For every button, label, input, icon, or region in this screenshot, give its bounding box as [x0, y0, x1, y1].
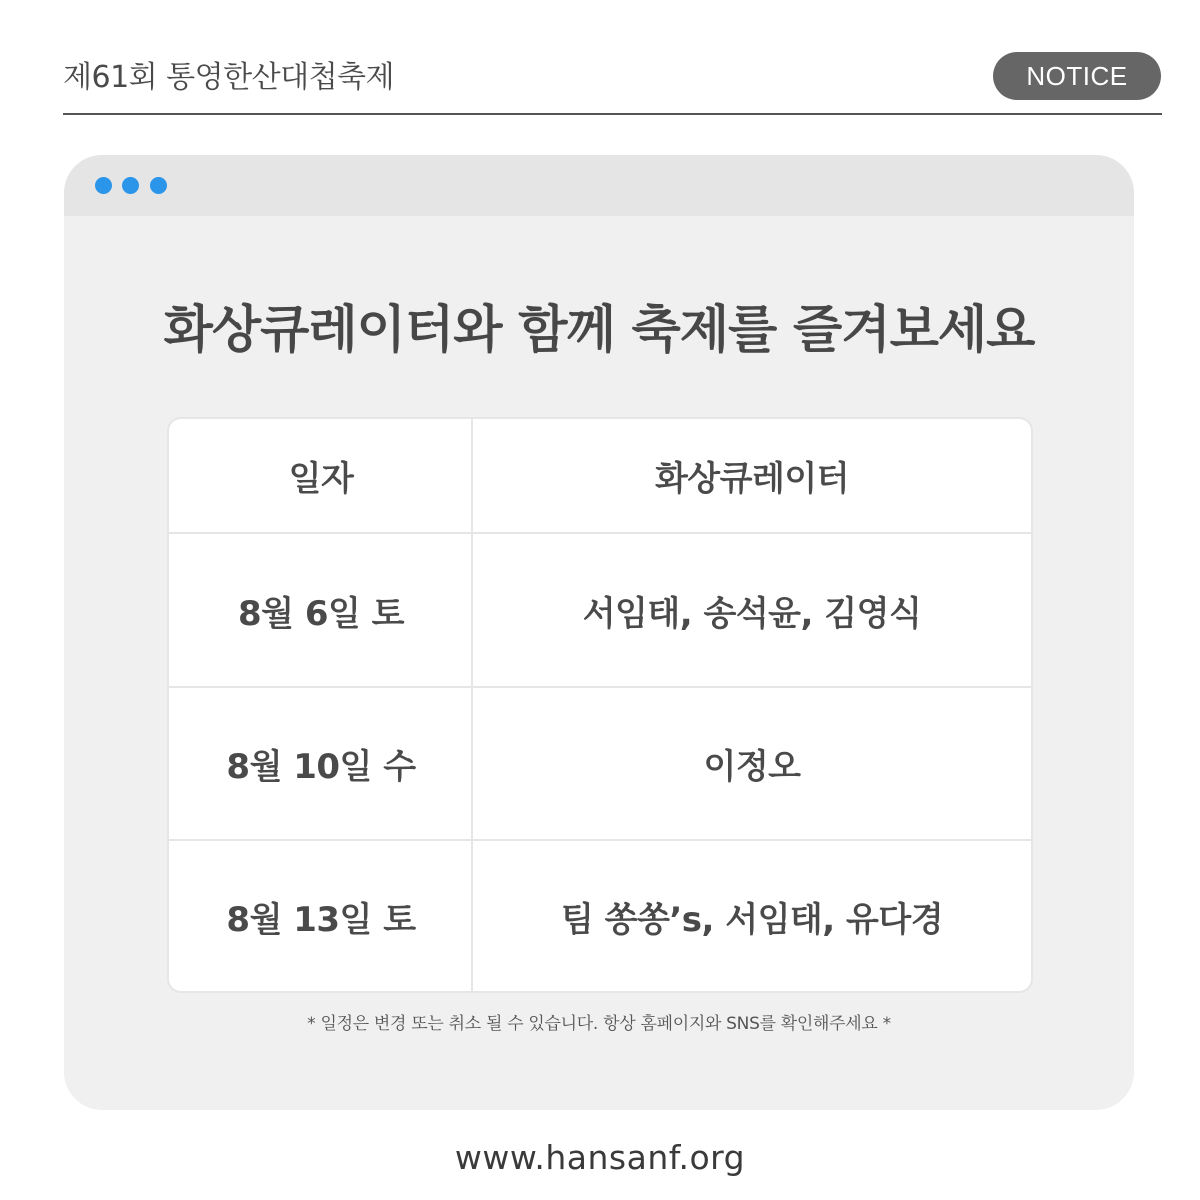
- curator-cell: 팀 쏭쏭’s, 서임태, 유다경: [560, 899, 944, 940]
- schedule-footnote: * 일정은 변경 또는 취소 될 수 있습니다. 항상 홈페이지와 SNS를 확인해주세요 *: [307, 1014, 891, 1034]
- table-row: [169, 688, 1031, 839]
- table-row: [169, 534, 1031, 686]
- curator-cell: 이정오: [703, 747, 801, 787]
- schedule-table: [167, 417, 1033, 993]
- notice-badge: NOTICE: [993, 52, 1161, 100]
- notice-window: [64, 155, 1134, 1110]
- window-title-bar: [64, 155, 1134, 216]
- page-title: 화상큐레이터와 함께 축제를 즐겨보세요: [163, 301, 1035, 360]
- website-link[interactable]: www.hansanf.org: [454, 1138, 746, 1177]
- window-dot-icon: [95, 177, 112, 194]
- date-cell: 8월 10일 수: [226, 747, 416, 787]
- column-divider: [471, 419, 473, 991]
- table-row: [169, 841, 1031, 991]
- curator-cell: 서임태, 송석윤, 김영식: [582, 593, 922, 634]
- column-header-date: 일자: [288, 459, 354, 499]
- window-dot-icon: [122, 177, 139, 194]
- header-divider: [63, 113, 1162, 115]
- date-cell: 8월 6일 토: [237, 593, 405, 634]
- festival-title: 제61회 통영한산대첩축제: [63, 60, 395, 95]
- row-divider: [169, 532, 1031, 534]
- column-header-curator: 화상큐레이터: [654, 459, 850, 499]
- date-cell: 8월 13일 토: [226, 899, 416, 940]
- window-dot-icon: [150, 177, 167, 194]
- table-header-row: [169, 419, 1031, 532]
- row-divider: [169, 686, 1031, 688]
- row-divider: [169, 839, 1031, 841]
